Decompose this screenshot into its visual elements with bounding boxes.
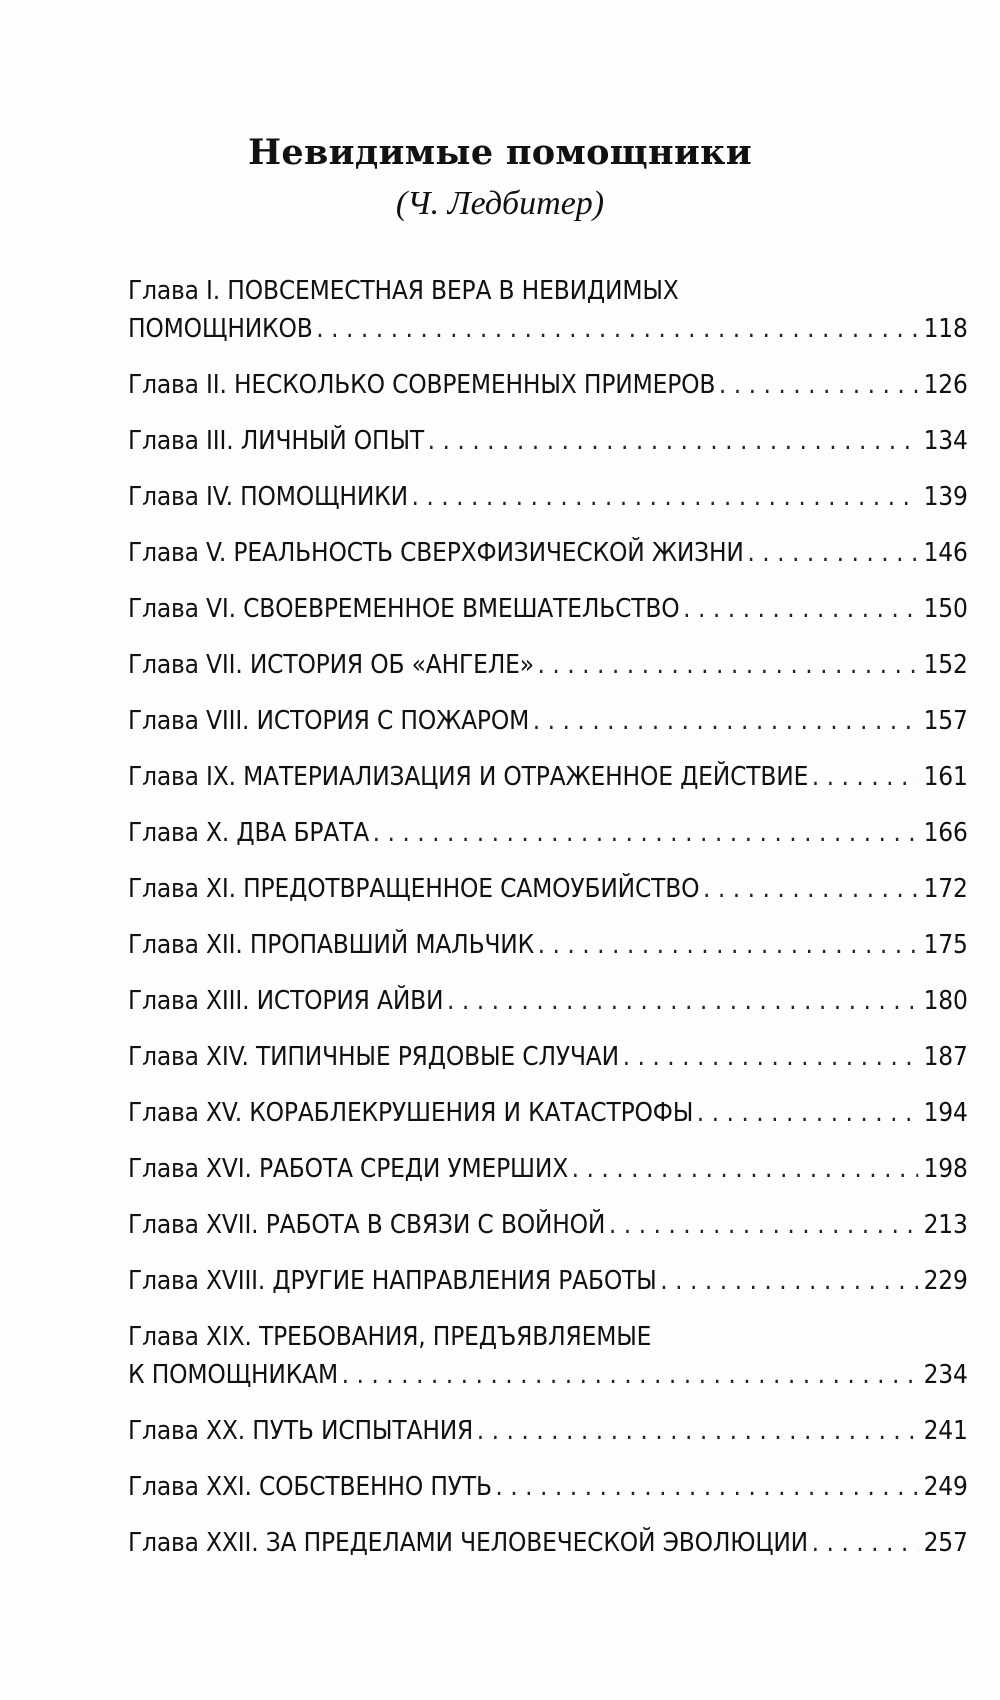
toc-page-number: 229 bbox=[923, 1266, 968, 1296]
toc-entry-row bbox=[128, 1524, 968, 1562]
toc-entry-title: Глава XI. ПРЕДОТВРАЩЕННОЕ САМОУБИЙСТВО bbox=[128, 874, 700, 904]
toc-entry-title: К ПОМОЩНИКАМ bbox=[128, 1360, 339, 1390]
toc-entry-row bbox=[128, 478, 968, 516]
table-of-contents bbox=[128, 272, 968, 1562]
toc-page-number: 249 bbox=[923, 1472, 968, 1502]
toc-page-number: 194 bbox=[923, 1098, 968, 1128]
toc-entry bbox=[128, 272, 968, 348]
toc-entry-row bbox=[128, 982, 968, 1020]
toc-page-number: 161 bbox=[923, 762, 968, 792]
toc-page-number: 180 bbox=[923, 986, 968, 1016]
toc-entry-row bbox=[128, 1206, 968, 1244]
toc-entry-row bbox=[128, 366, 968, 404]
toc-entry bbox=[128, 1318, 968, 1394]
toc-page-number: 172 bbox=[923, 874, 968, 904]
toc-entry-title: Глава II. НЕСКОЛЬКО СОВРЕМЕННЫХ ПРИМЕРОВ bbox=[128, 370, 716, 400]
toc-entry bbox=[128, 1206, 968, 1244]
toc-entry-row bbox=[128, 1356, 968, 1394]
dot-leader bbox=[342, 1356, 919, 1394]
toc-entry-row bbox=[128, 870, 968, 908]
toc-page-number: 150 bbox=[923, 594, 968, 624]
dot-leader bbox=[447, 982, 918, 1020]
toc-entry-title: Глава XX. ПУТЬ ИСПЫТАНИЯ bbox=[128, 1416, 474, 1446]
dot-leader bbox=[537, 646, 918, 684]
toc-entry bbox=[128, 1412, 968, 1450]
author-line: (Ч. Ледбитер) bbox=[395, 185, 605, 222]
toc-entry bbox=[128, 366, 968, 404]
toc-entry bbox=[128, 982, 968, 1020]
toc-entry-title: Глава XII. ПРОПАВШИЙ МАЛЬЧИК bbox=[128, 930, 535, 960]
toc-entry-title: Глава III. ЛИЧНЫЙ ОПЫТ bbox=[128, 426, 425, 456]
toc-page-number: 134 bbox=[923, 426, 968, 456]
toc-entry-row bbox=[128, 422, 968, 460]
dot-leader bbox=[428, 422, 919, 460]
toc-entry-row bbox=[128, 310, 968, 348]
toc-page-number: 187 bbox=[923, 1042, 968, 1072]
toc-entry bbox=[128, 870, 968, 908]
dot-leader bbox=[533, 702, 918, 740]
dot-leader bbox=[812, 1524, 919, 1562]
toc-entry bbox=[128, 1468, 968, 1506]
toc-entry-row bbox=[128, 926, 968, 964]
toc-entry bbox=[128, 758, 968, 796]
toc-page-number: 175 bbox=[923, 930, 968, 960]
toc-page-number: 213 bbox=[923, 1210, 968, 1240]
toc-page-number: 241 bbox=[923, 1416, 968, 1446]
toc-entry-title: Глава XVIII. ДРУГИЕ НАПРАВЛЕНИЯ РАБОТЫ bbox=[128, 1266, 657, 1296]
toc-entry-title: Глава XIV. ТИПИЧНЫЕ РЯДОВЫЕ СЛУЧАИ bbox=[128, 1042, 619, 1072]
toc-entry-row bbox=[128, 1094, 968, 1132]
dot-leader bbox=[609, 1206, 918, 1244]
toc-entry bbox=[128, 590, 968, 628]
dot-leader bbox=[812, 758, 918, 796]
toc-entry-title: Глава XVI. РАБОТА СРЕДИ УМЕРШИХ bbox=[128, 1154, 569, 1184]
toc-entry-row bbox=[128, 1262, 968, 1300]
dot-leader bbox=[412, 478, 919, 516]
toc-entry-row bbox=[128, 646, 968, 684]
toc-entry-title: Глава IX. МАТЕРИАЛИЗАЦИЯ И ОТРАЖЕННОЕ ДЕЙСТВИЕ bbox=[128, 762, 809, 792]
toc-entry-title: Глава VI. СВОЕВРЕМЕННОЕ ВМЕШАТЕЛЬСТВО bbox=[128, 594, 680, 624]
toc-entry-title: Глава XXI. СОБСТВЕННО ПУТЬ bbox=[128, 1472, 492, 1502]
toc-entry bbox=[128, 422, 968, 460]
toc-entry-title: Глава XV. КОРАБЛЕКРУШЕНИЯ И КАТАСТРОФЫ bbox=[128, 1098, 694, 1128]
toc-entry bbox=[128, 478, 968, 516]
dot-leader bbox=[660, 1262, 918, 1300]
toc-entry bbox=[128, 1038, 968, 1076]
toc-entry-title: Глава XIII. ИСТОРИЯ АЙВИ bbox=[128, 986, 444, 1016]
toc-entry bbox=[128, 1094, 968, 1132]
dot-leader bbox=[538, 926, 919, 964]
toc-entry bbox=[128, 1150, 968, 1188]
toc-entry-row bbox=[128, 1038, 968, 1076]
toc-entry-row bbox=[128, 702, 968, 740]
toc-entry-title-line: Глава I. ПОВСЕМЕСТНАЯ ВЕРА В НЕВИДИМЫХ bbox=[128, 276, 679, 306]
toc-entry-row bbox=[128, 1412, 968, 1450]
toc-entry-title: ПОМОЩНИКОВ bbox=[128, 314, 313, 344]
toc-page-number: 126 bbox=[923, 370, 968, 400]
dot-leader bbox=[495, 1468, 918, 1506]
toc-entry-row bbox=[128, 1150, 968, 1188]
toc-entry-title: Глава XXII. ЗА ПРЕДЕЛАМИ ЧЕЛОВЕЧЕСКОЙ ЭВОЛЮЦИИ bbox=[128, 1528, 809, 1558]
toc-entry-row bbox=[128, 814, 968, 852]
toc-entry-title: Глава X. ДВА БРАТА bbox=[128, 818, 370, 848]
toc-entry-row bbox=[128, 1468, 968, 1506]
toc-entry bbox=[128, 1524, 968, 1562]
toc-entry bbox=[128, 534, 968, 572]
toc-entry bbox=[128, 1262, 968, 1300]
toc-entry bbox=[128, 646, 968, 684]
dot-leader bbox=[373, 814, 919, 852]
toc-entry-title-line: Глава XIX. ТРЕБОВАНИЯ, ПРЕДЪЯВЛЯЕМЫЕ bbox=[128, 1322, 652, 1352]
toc-entry-title: Глава V. РЕАЛЬНОСТЬ СВЕРХФИЗИЧЕСКОЙ ЖИЗНИ bbox=[128, 538, 744, 568]
toc-entry bbox=[128, 926, 968, 964]
toc-entry bbox=[128, 702, 968, 740]
toc-page-number: 166 bbox=[923, 818, 968, 848]
toc-entry-row bbox=[128, 590, 968, 628]
toc-page-number: 198 bbox=[923, 1154, 968, 1184]
toc-page-number: 146 bbox=[923, 538, 968, 568]
dot-leader bbox=[747, 534, 918, 572]
toc-page-number: 234 bbox=[923, 1360, 968, 1390]
dot-leader bbox=[623, 1038, 919, 1076]
toc-entry-title: Глава IV. ПОМОЩНИКИ bbox=[128, 482, 408, 512]
toc-entry-title: Глава XVII. РАБОТА В СВЯЗИ С ВОЙНОЙ bbox=[128, 1210, 606, 1240]
page-title: Невидимые помощники bbox=[248, 132, 752, 173]
dot-leader bbox=[477, 1412, 918, 1450]
toc-page-number: 139 bbox=[923, 482, 968, 512]
toc-entry-title: Глава VII. ИСТОРИЯ ОБ «АНГЕЛЕ» bbox=[128, 650, 534, 680]
toc-entry-title: Глава VIII. ИСТОРИЯ С ПОЖАРОМ bbox=[128, 706, 530, 736]
toc-entry-row bbox=[128, 758, 968, 796]
toc-entry bbox=[128, 814, 968, 852]
toc-page-number: 257 bbox=[923, 1528, 968, 1558]
toc-page-number: 157 bbox=[923, 706, 968, 736]
dot-leader bbox=[697, 1094, 918, 1132]
toc-page-number: 118 bbox=[923, 314, 968, 344]
dot-leader bbox=[719, 366, 918, 404]
toc-page-number: 152 bbox=[923, 650, 968, 680]
toc-entry-row bbox=[128, 534, 968, 572]
dot-leader bbox=[572, 1150, 919, 1188]
dot-leader bbox=[703, 870, 918, 908]
dot-leader bbox=[683, 590, 918, 628]
dot-leader bbox=[316, 310, 918, 348]
